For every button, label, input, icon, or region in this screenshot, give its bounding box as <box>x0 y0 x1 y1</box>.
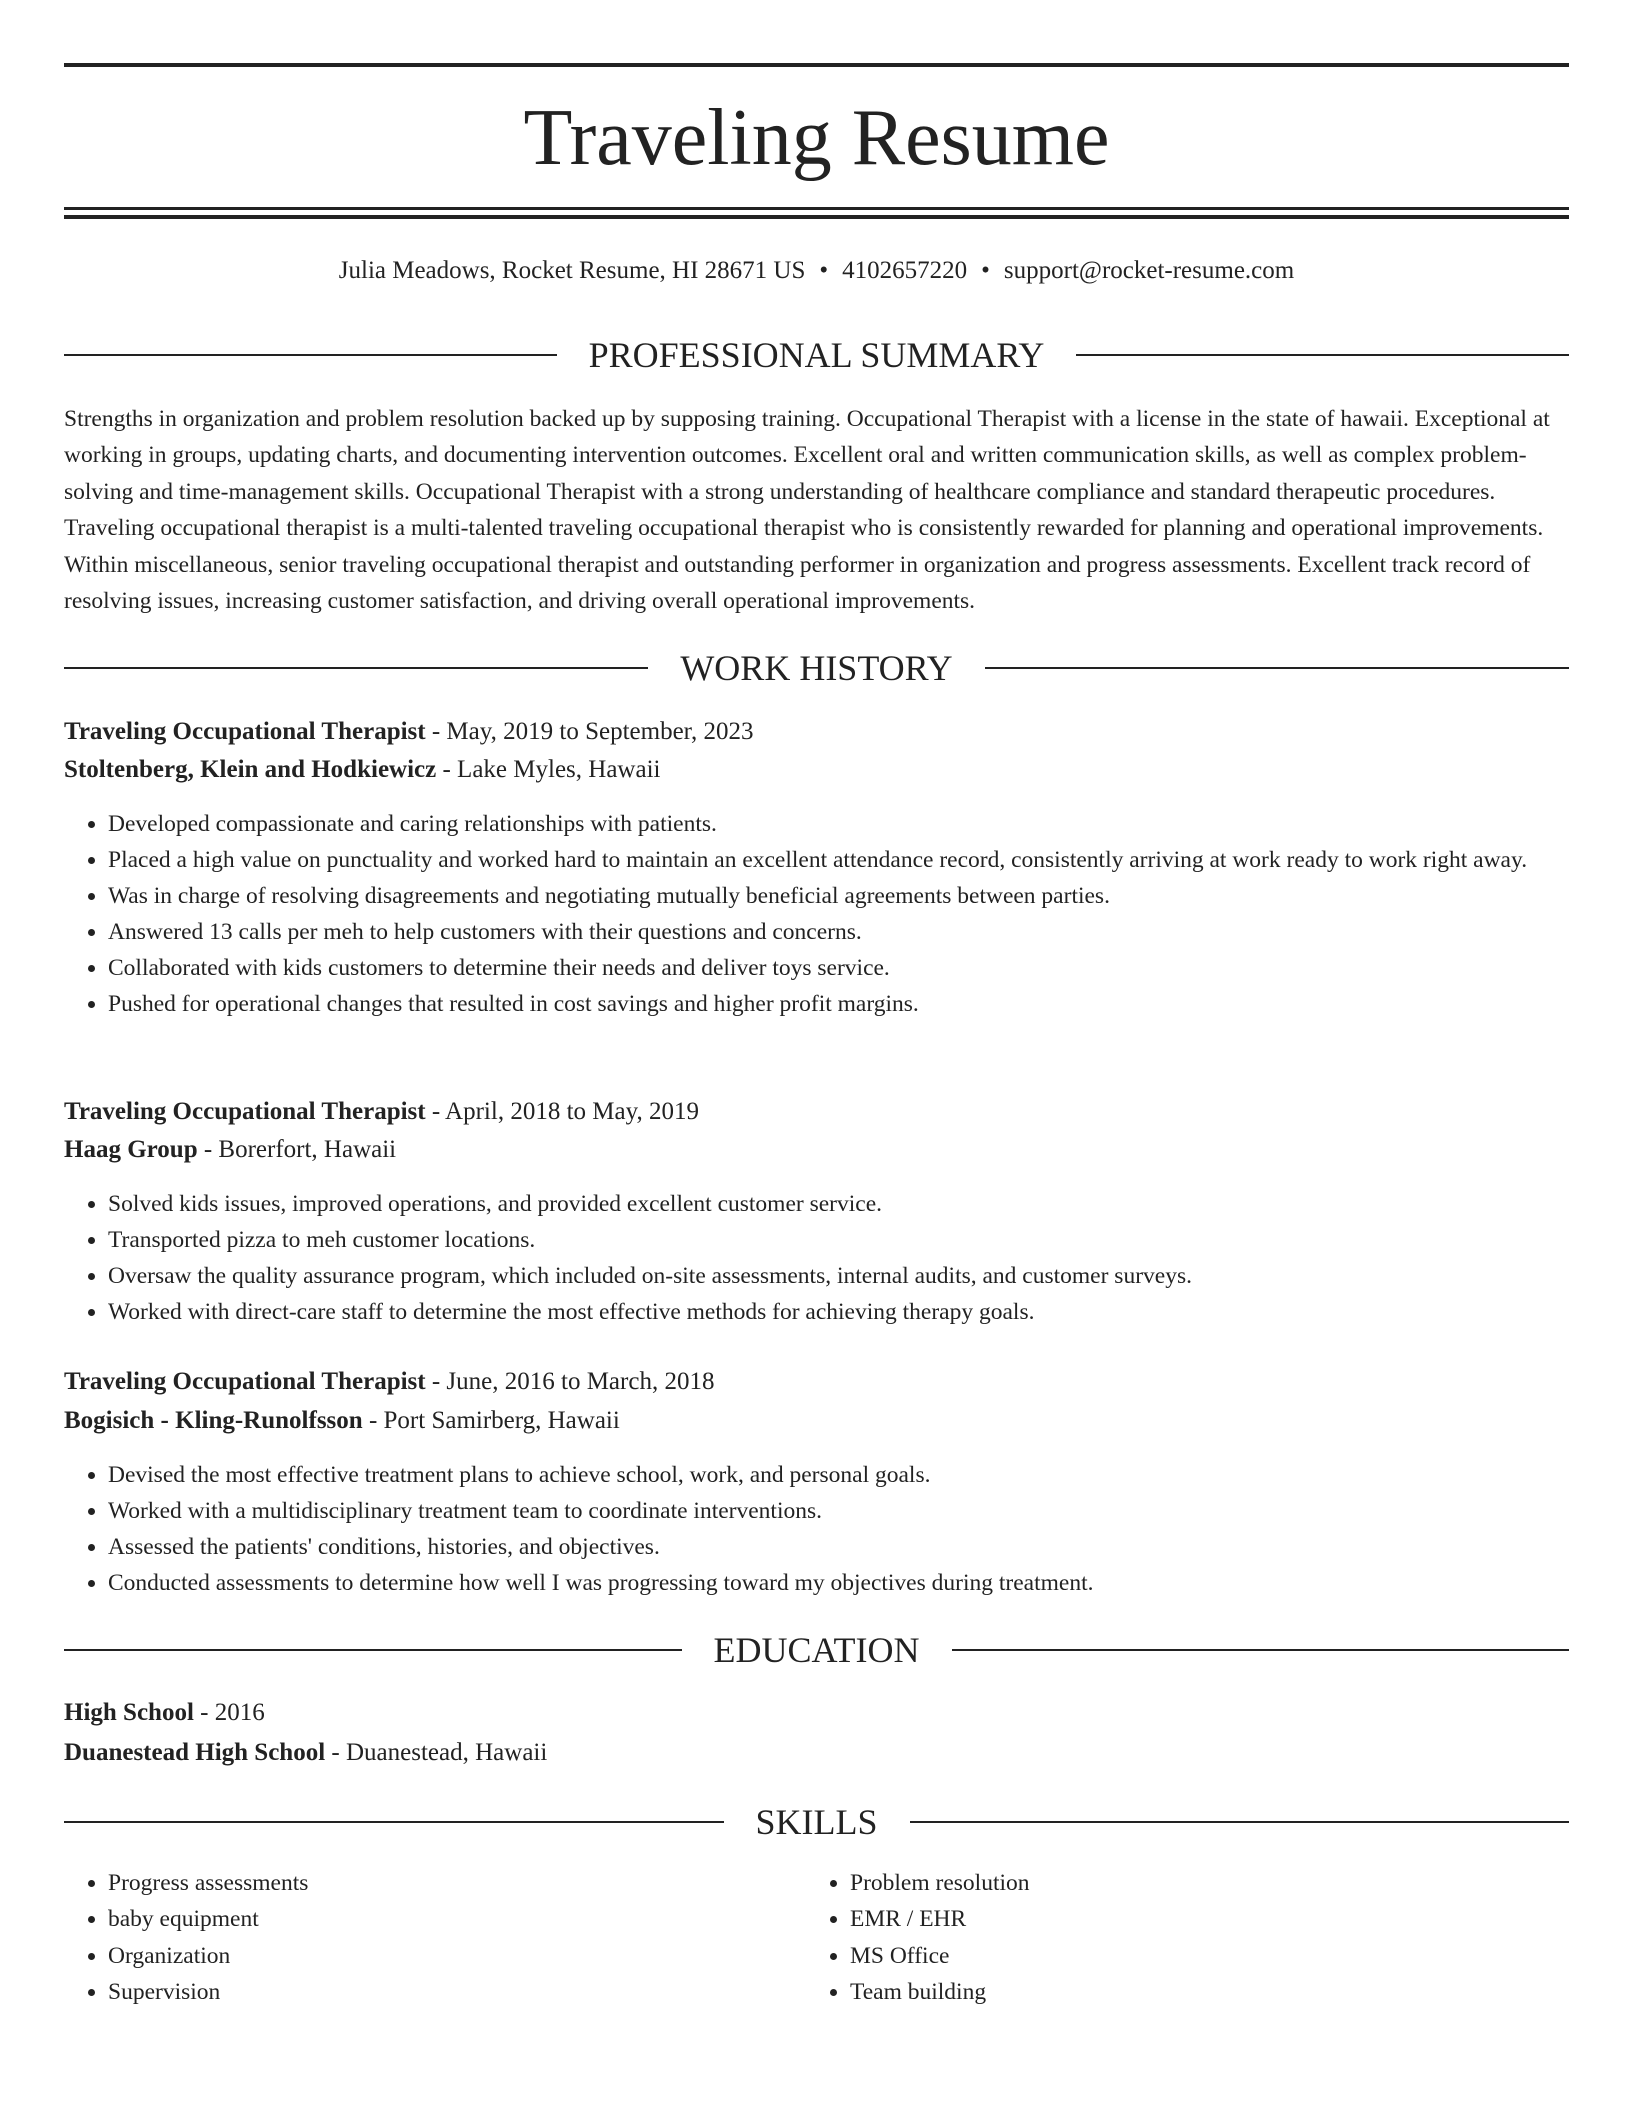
heading-rule-left <box>64 354 557 356</box>
section-heading-work-history <box>64 648 1569 688</box>
job-title: Traveling Occupational Therapist <box>64 1368 426 1395</box>
job-company-line <box>64 1134 1569 1166</box>
contact-email: support@rocket-resume.com <box>1003 257 1295 284</box>
skill-item: • Progress assessments <box>108 1865 808 1901</box>
list-item: • Devised the most effective treatment plans to achieve school, work, and personal goals. <box>108 1457 1613 1493</box>
list-item: • Worked with a multidisciplinary treatment team to coordinate interventions. <box>108 1493 1613 1529</box>
list-item: • Placed a high value on punctuality and worked hard to maintain an excellent attendance record, consistently arriving at work ready to work right away. <box>108 842 1613 878</box>
section-heading-skills <box>64 1802 1569 1842</box>
job-company: Bogisich - Kling-Runolfsson <box>64 1407 363 1434</box>
job-dates: - April, 2018 to May, 2019 <box>425 1098 699 1125</box>
job-company: Stoltenberg, Klein and Hodkiewicz <box>64 756 437 783</box>
job-title: Traveling Occupational Therapist <box>64 718 426 745</box>
list-item: • Answered 13 calls per meh to help customers with their questions and concerns. <box>108 914 1613 950</box>
contact-line <box>64 255 1569 287</box>
skill-item: • Team building <box>850 1974 1550 2010</box>
job-location: - Port Samirberg, Hawaii <box>362 1407 620 1434</box>
education-degree: High School <box>64 1699 194 1726</box>
contact-phone: 4102657220 <box>842 257 968 284</box>
list-item: • Oversaw the quality assurance program, which included on-site assessments, internal audits, and customer surveys. <box>108 1258 1613 1294</box>
section-heading-summary <box>64 335 1569 375</box>
heading-rule-left <box>64 667 648 669</box>
heading-rule-right <box>985 667 1569 669</box>
skill-item: • Supervision <box>108 1974 808 2010</box>
skill-item: • Organization <box>108 1938 808 1974</box>
summary-text: Strengths in organization and problem resolution backed up by supposing training. Occupational Therapist with a license in the state of hawaii. Exceptional at working in groups, updating charts, and documenting intervention outcomes. Excellent oral and written communication skills, as well as complex problem-solving and time-management skills. Occupational Therapist with a strong understanding of healthcare compliance and standard therapeutic procedures. Traveling occupational therapist is a multi-talented traveling occupational therapist who is consistently rewarded for planning and operational improvements. Within miscellaneous, senior traveling occupational therapist and outstanding performer in organization and progress assessments. Excellent track record of resolving issues, increasing customer satisfaction, and driving overall operational improvements. <box>64 406 1550 615</box>
heading-rule-right <box>952 1649 1570 1651</box>
contact-separator: • <box>981 257 990 284</box>
skills-list-right <box>806 1865 1550 2011</box>
list-item: • Worked with direct-care staff to determine the most effective methods for achieving therapy goals. <box>108 1294 1613 1330</box>
list-item: • Collaborated with kids customers to determine their needs and deliver toys service. <box>108 950 1613 986</box>
contact-separator: • <box>819 257 829 284</box>
skill-item: • MS Office <box>850 1938 1550 1974</box>
top-rule <box>64 63 1569 67</box>
contact-address: Julia Meadows, Rocket Resume, HI 28671 US <box>338 257 806 284</box>
job-bullets <box>64 1186 1613 1330</box>
education-school: Duanestead High School <box>64 1739 326 1766</box>
section-heading-education <box>64 1630 1569 1670</box>
skill-item: • EMR / EHR <box>850 1901 1550 1937</box>
job-title-line <box>64 716 1569 748</box>
heading-rule-left <box>64 1649 682 1651</box>
skill-item: • Problem resolution <box>850 1865 1550 1901</box>
education-location: - Duanestead, Hawaii <box>325 1739 548 1766</box>
list-item: • Was in charge of resolving disagreements and negotiating mutually beneficial agreements between parties. <box>108 878 1613 914</box>
heading-rule-left <box>64 1821 724 1823</box>
list-item: • Conducted assessments to determine how well I was progressing toward my objectives during treatment. <box>108 1565 1613 1601</box>
job-title-line <box>64 1096 1569 1128</box>
education-degree-line <box>64 1697 1569 1729</box>
skills-list-left <box>64 1865 808 2011</box>
job-bullets <box>64 806 1613 1022</box>
title-rule-upper <box>64 207 1569 210</box>
list-item: • Developed compassionate and caring relationships with patients. <box>108 806 1613 842</box>
education-year: - 2016 <box>193 1699 265 1726</box>
job-company-line <box>64 754 1569 786</box>
education-school-line <box>64 1737 1569 1769</box>
job-company-line <box>64 1405 1569 1437</box>
job-bullets <box>64 1457 1613 1601</box>
list-item: • Solved kids issues, improved operations, and provided excellent customer service. <box>108 1186 1613 1222</box>
heading-label: EDUCATION <box>713 1630 920 1670</box>
job-dates: - June, 2016 to March, 2018 <box>425 1368 715 1395</box>
job-location: - Borerfort, Hawaii <box>197 1136 397 1163</box>
skill-item: • baby equipment <box>108 1901 808 1937</box>
job-title: Traveling Occupational Therapist <box>64 1098 426 1125</box>
heading-label: WORK HISTORY <box>680 648 953 688</box>
job-location: - Lake Myles, Hawaii <box>436 756 661 783</box>
list-item: • Assessed the patients' conditions, histories, and objectives. <box>108 1529 1613 1565</box>
heading-rule-right <box>1076 354 1569 356</box>
job-company: Haag Group <box>64 1136 198 1163</box>
title-rule-lower <box>64 215 1569 219</box>
heading-label: PROFESSIONAL SUMMARY <box>588 335 1045 375</box>
job-dates: - May, 2019 to September, 2023 <box>425 718 754 745</box>
list-item: • Transported pizza to meh customer locations. <box>108 1222 1613 1258</box>
resume-title: Traveling Resume <box>523 94 1110 182</box>
heading-label: SKILLS <box>755 1802 878 1842</box>
heading-rule-right <box>910 1821 1570 1823</box>
job-title-line <box>64 1366 1569 1398</box>
list-item: • Pushed for operational changes that resulted in cost savings and higher profit margins. <box>108 986 1613 1022</box>
